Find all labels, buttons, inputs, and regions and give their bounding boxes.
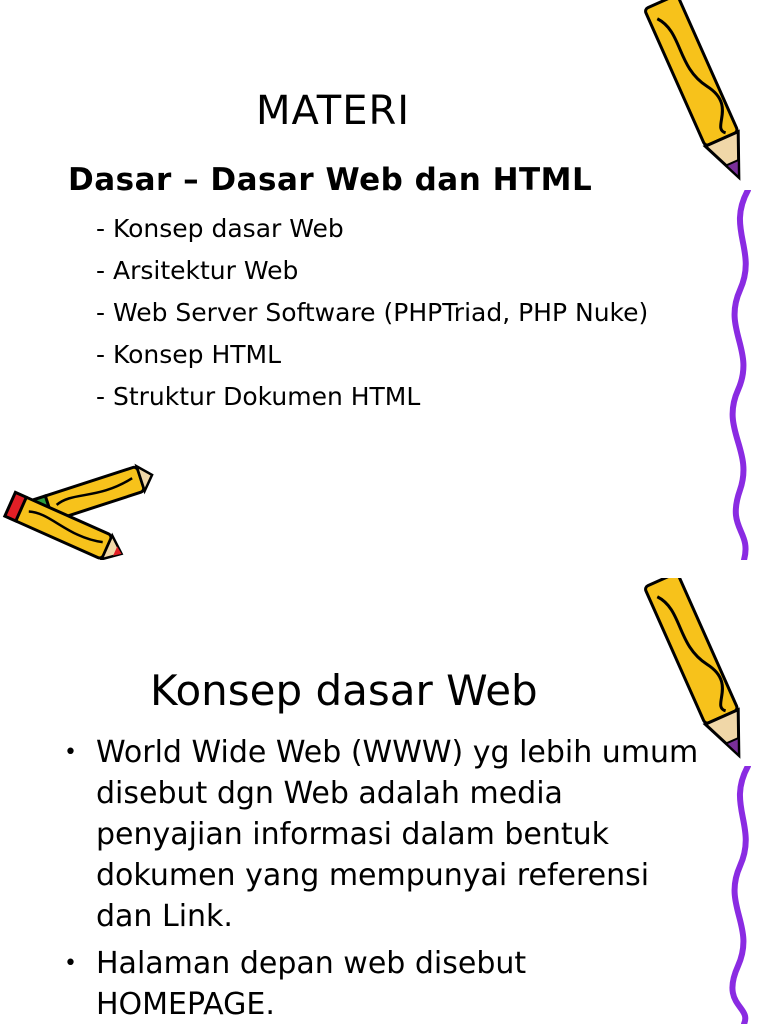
pencil-icon <box>640 0 768 190</box>
slide-konsep-dasar-web <box>0 560 768 1024</box>
squiggle-line-decoration <box>718 190 768 560</box>
topic-item: - Struktur Dokumen HTML <box>96 382 421 411</box>
bullet-symbol: • <box>64 951 77 976</box>
squiggle-line-decoration <box>718 766 768 1024</box>
topic-list <box>96 212 676 422</box>
topic-item: - Arsitektur Web <box>96 256 299 285</box>
bullet-text: Halaman depan web disebut HOMEPAGE. <box>96 946 527 1022</box>
bullet-item <box>62 732 702 937</box>
slide-title: MATERI <box>256 88 411 134</box>
topic-item: - Konsep HTML <box>96 340 282 369</box>
bullet-item <box>62 943 702 1024</box>
bullet-text: World Wide Web (WWW) yg lebih umum disebut dgn Web adalah media penyajian informasi dalam bentuk dokumen yang mempunyai referensi dan Link. <box>96 735 699 934</box>
section-heading: Dasar – Dasar Web dan HTML <box>68 162 593 198</box>
pencil-icon <box>640 578 768 768</box>
bullet-list <box>62 732 702 1024</box>
slide-title: Konsep dasar Web <box>150 666 538 715</box>
topic-item: - Konsep dasar Web <box>96 214 344 243</box>
topic-item: - Web Server Software (PHPTriad, PHP Nuke) <box>96 298 649 327</box>
crossed-pencils-icon <box>0 462 160 560</box>
bullet-symbol: • <box>64 740 77 765</box>
